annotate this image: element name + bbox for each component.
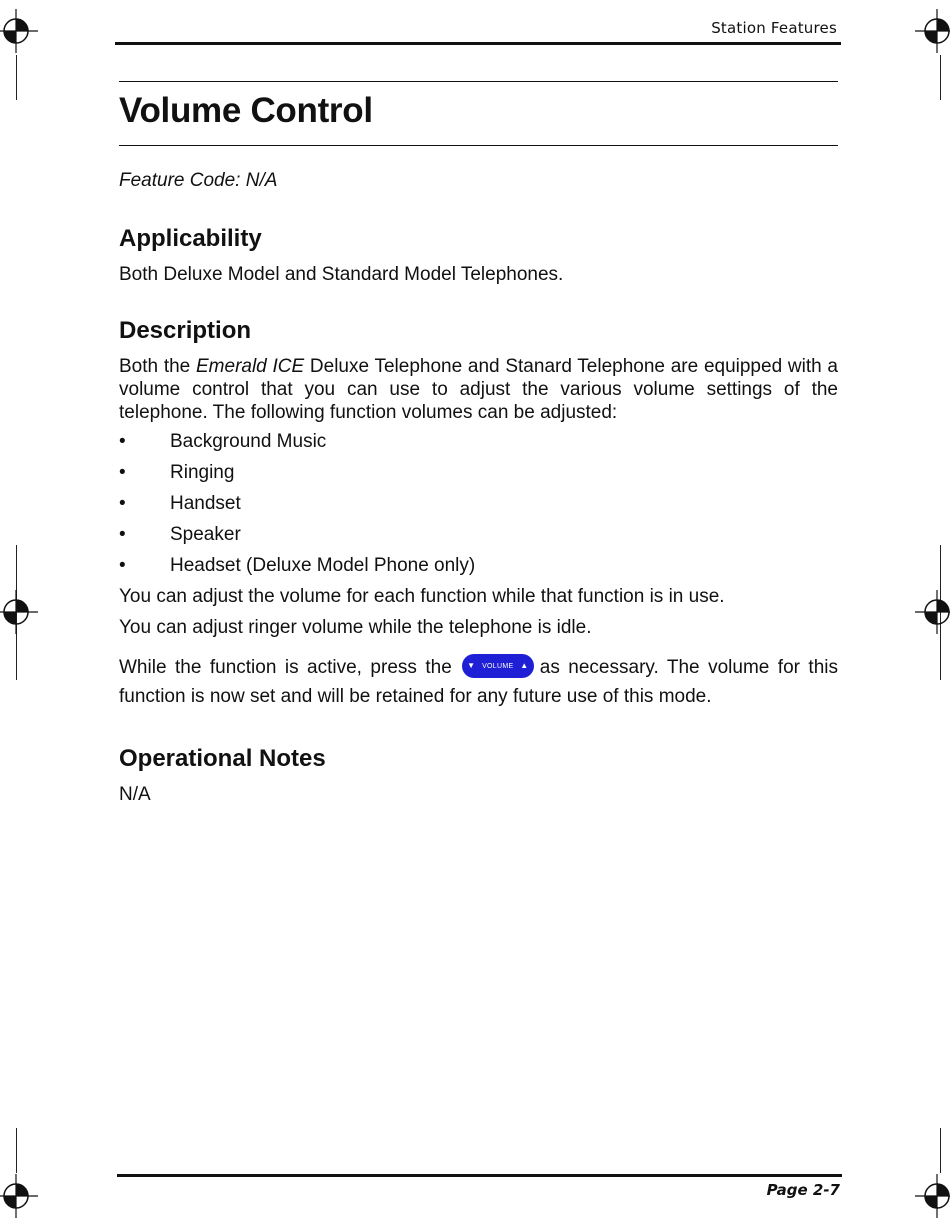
active-function-instructions	[119, 653, 838, 711]
active-instructions-before: While the function is active, press the	[119, 657, 452, 678]
page-title: Volume Control	[119, 91, 373, 130]
registration-mark-top-right	[915, 9, 950, 53]
registration-mark-bottom-left	[0, 1174, 38, 1218]
list-item-label: Headset (Deluxe Model Phone only)	[170, 555, 476, 576]
applicability-section	[119, 225, 838, 286]
registration-mark-mid-left	[0, 590, 38, 634]
crop-line-top-left	[16, 55, 17, 100]
registration-mark-bottom-right	[915, 1174, 950, 1218]
list-item	[119, 430, 838, 453]
list-item-label: Background Music	[170, 431, 327, 452]
list-item-label: Handset	[170, 493, 241, 514]
applicability-heading: Applicability	[119, 225, 262, 252]
list-item	[119, 523, 838, 546]
registration-mark-top-left	[0, 9, 38, 53]
bullet-symbol: •	[119, 555, 126, 576]
description-intro	[119, 355, 838, 424]
description-heading: Description	[119, 317, 252, 344]
footer-rule	[117, 1174, 842, 1177]
page-content	[119, 81, 838, 806]
registration-mark-mid-right	[915, 590, 950, 634]
product-name: Emerald ICE	[196, 356, 305, 377]
bullet-symbol: •	[119, 431, 126, 452]
bullet-symbol: •	[119, 493, 126, 514]
volume-down-icon: ▼	[467, 660, 476, 670]
note-in-use: You can adjust the volume for each function while that function is in use.	[119, 586, 725, 607]
list-item	[119, 492, 838, 515]
running-header-title: Station Features	[711, 19, 837, 37]
description-section	[119, 317, 838, 711]
applicability-text: Both Deluxe Model and Standard Model Telephones.	[119, 264, 564, 285]
list-item	[119, 554, 838, 577]
list-item	[119, 461, 838, 484]
function-volume-list	[119, 430, 838, 577]
bullet-symbol: •	[119, 462, 126, 483]
crop-line-bottom-left	[16, 1128, 17, 1173]
volume-up-icon: ▲	[520, 660, 529, 670]
feature-code: Feature Code: N/A	[119, 170, 278, 191]
operational-notes-heading: Operational Notes	[119, 745, 326, 772]
title-block	[119, 81, 838, 146]
list-item-label: Ringing	[170, 462, 235, 483]
active-instructions-after: as necessary. The volume for this function is now set and will be retained for any future use of this mode.	[119, 657, 838, 707]
volume-key-icon	[462, 654, 534, 678]
note-idle: You can adjust ringer volume while the telephone is idle.	[119, 617, 592, 638]
list-item-label: Speaker	[170, 524, 241, 545]
operational-notes-section	[119, 745, 838, 806]
description-intro-after: Deluxe Telephone and Stanard Telephone are equipped with a volume control that you can use to adjust the various volume settings of the telephone. The following function volumes can be adjusted:	[119, 356, 838, 423]
volume-key-label: VOLUME	[482, 662, 514, 670]
crop-line-top-right	[940, 55, 941, 100]
bullet-symbol: •	[119, 524, 126, 545]
running-header	[115, 18, 841, 45]
page-number: Page 2-7	[766, 1181, 840, 1199]
crop-line-bottom-right	[940, 1128, 941, 1173]
description-intro-before: Both the	[119, 356, 196, 377]
operational-notes-text: N/A	[119, 784, 151, 805]
